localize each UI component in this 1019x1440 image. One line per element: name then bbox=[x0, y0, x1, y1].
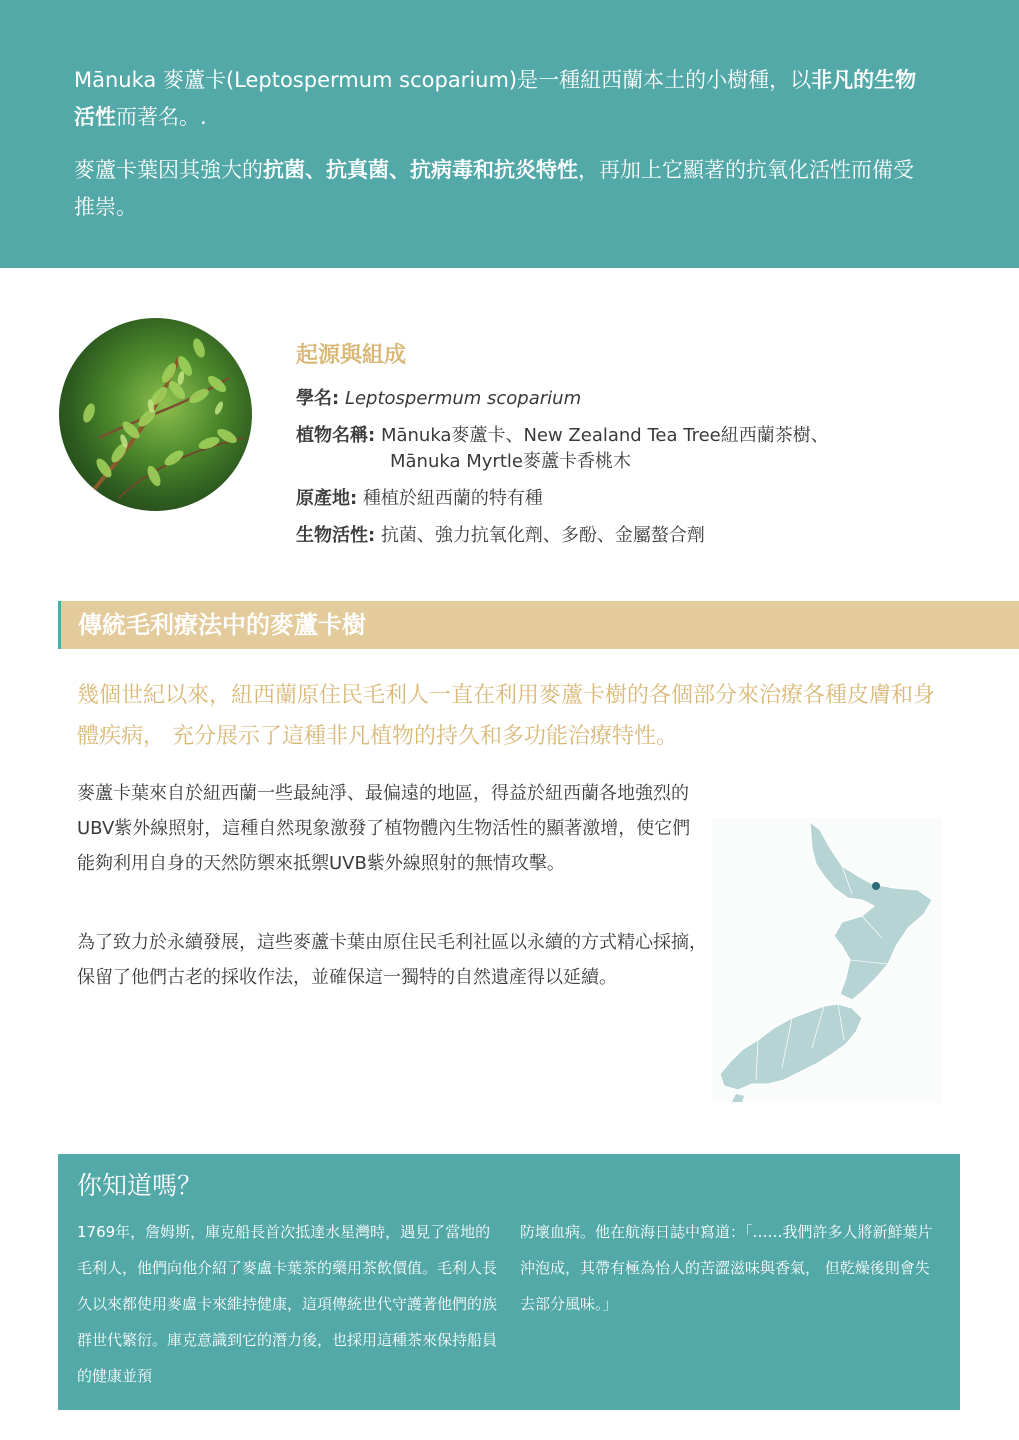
plant-name-label: 植物名稱: bbox=[296, 425, 376, 446]
section-heading-band bbox=[58, 601, 1019, 649]
body-paragraph-1: 麥蘆卡葉來自於紐西蘭一些最純淨、最偏遠的地區，得益於紐西蘭各地強烈的UBV紫外線照射，這種自然現象激發了植物體內生物活性的顯著激增，使它們能夠利用自身的天然防禦來抵禦UVB紫外線照射的無情攻擊。 bbox=[77, 783, 691, 874]
did-you-know-column-2: 防壞血病。他在航海日誌中寫道：「……我們許多人將新鮮葉片沖泡成，其帶有極為怡人的苦澀滋味與香氣， 但乾燥後則會失去部分風味。」 bbox=[520, 1223, 933, 1313]
intro-text: ，再加上它顯著的抗氧化活性而備受推崇。 bbox=[74, 158, 914, 219]
did-you-know-title: 你知道嗎？ bbox=[77, 1171, 203, 1200]
origin-place-value: 種植於紐西蘭的特有種 bbox=[362, 488, 543, 509]
intro-text: 而著名。. bbox=[116, 105, 207, 129]
intro-banner bbox=[0, 0, 1019, 268]
section-intro: 幾個世紀以來，紐西蘭原住民毛利人一直在利用麥蘆卡樹的各個部分來治療各種皮膚和身體疾病， 充分展示了這種非凡植物的持久和多功能治療特性。 bbox=[77, 683, 936, 749]
intro-paragraph-2 bbox=[74, 152, 924, 226]
origin-title: 起源與組成 bbox=[296, 343, 407, 368]
did-you-know-column-1: 1769年，詹姆斯，庫克船長首次抵達水星灣時，遇見了當地的毛利人，他們向他介紹了麥盧卡葉茶的藥用茶飲價值。毛利人長久以來都使用麥盧卡來維持健康，這項傳統世代守護著他們的族群世代繁衍。庫克意識到它的潛力後，也採用這種茶來保持船員的健康並預 bbox=[77, 1223, 498, 1385]
location-marker-icon bbox=[872, 882, 880, 890]
bioactivity-value: 抗菌、強力抗氧化劑、多酚、金屬螯合劑 bbox=[380, 525, 705, 546]
section-title: 傳統毛利療法中的麥蘆卡樹 bbox=[78, 611, 366, 639]
manuka-leaves-photo bbox=[59, 318, 252, 511]
plant-name-value-continued: Mānuka Myrtle麥蘆卡香桃木 bbox=[390, 451, 631, 472]
plant-name-row bbox=[296, 423, 829, 449]
bioactivity-row bbox=[296, 523, 705, 549]
intro-highlight: 抗菌、抗真菌、抗病毒和抗炎特性 bbox=[263, 158, 578, 182]
did-you-know-box bbox=[58, 1154, 960, 1410]
intro-paragraph-1 bbox=[74, 62, 924, 136]
scientific-name-row bbox=[296, 386, 581, 412]
intro-text: 麥蘆卡葉因其強大的 bbox=[74, 158, 263, 182]
body-paragraph-2: 為了致力於永續發展，這些麥蘆卡葉由原住民毛利社區以永續的方式精心採摘， 保留了他們古老的採收作法，並確保這一獨特的自然遺產得以延續。 bbox=[77, 932, 707, 988]
bioactivity-label: 生物活性: bbox=[296, 525, 376, 546]
plant-name-value: Mānuka麥蘆卡、New Zealand Tea Tree紐西蘭茶樹、 bbox=[380, 425, 829, 446]
scientific-name-label: 學名: bbox=[296, 388, 340, 409]
new-zealand-map bbox=[712, 818, 942, 1103]
origin-place-row bbox=[296, 486, 543, 512]
intro-highlight: 非凡的生物活性 bbox=[74, 68, 917, 129]
origin-section bbox=[296, 340, 976, 546]
intro-text: Mānuka 麥蘆卡(Leptospermum scoparium)是一種紐西蘭本土的小樹種，以 bbox=[74, 68, 812, 92]
origin-place-label: 原產地: bbox=[296, 488, 358, 509]
scientific-name-value: Leptospermum scoparium bbox=[344, 388, 582, 409]
